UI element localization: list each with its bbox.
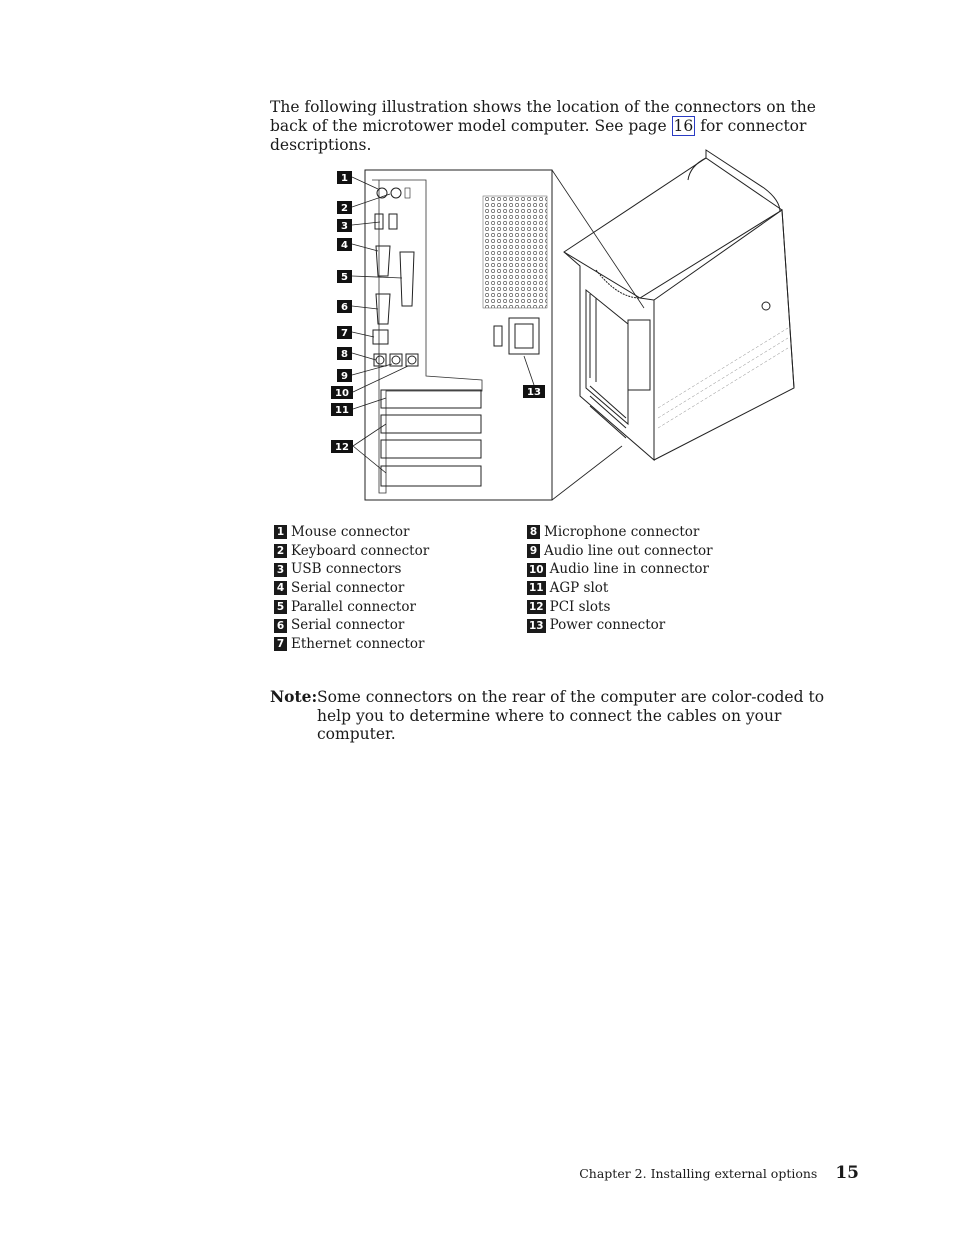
legend-label: Serial connector xyxy=(291,617,405,634)
note-text: Some connectors on the rear of the computer are color-coded to help you to determine where to connect the cables on your computer. xyxy=(317,688,825,743)
legend-item xyxy=(274,542,429,561)
svg-text:2: 2 xyxy=(341,203,348,214)
svg-text:8: 8 xyxy=(341,349,348,360)
legend-label: Audio line in connector xyxy=(549,561,709,578)
ethernet-port xyxy=(373,330,388,344)
legend-label: Parallel connector xyxy=(291,598,416,615)
callout-13 xyxy=(523,385,545,398)
usb-port-2 xyxy=(389,214,397,229)
svg-text:1: 1 xyxy=(341,173,348,184)
svg-text:4: 4 xyxy=(341,240,348,251)
note-block xyxy=(270,688,854,744)
legend-item xyxy=(274,560,429,579)
line-out-jack xyxy=(392,356,400,364)
legend-badge: 3 xyxy=(274,563,287,577)
microphone-jack xyxy=(376,356,384,364)
intro-text-before: The following illustration shows the location of the connectors on the back of the microtower model computer. See page xyxy=(270,98,816,135)
callout-11 xyxy=(331,403,353,416)
page-link[interactable]: 16 xyxy=(673,117,694,135)
svg-text:13: 13 xyxy=(527,387,541,398)
legend-item xyxy=(274,598,429,617)
callout-2 xyxy=(337,201,352,214)
rear-connectors-illustration xyxy=(328,148,808,508)
psu-vent xyxy=(483,196,547,308)
intro-paragraph xyxy=(270,98,854,155)
serial-port-2 xyxy=(376,294,390,324)
callout-5 xyxy=(337,270,352,283)
parallel-port xyxy=(400,252,414,306)
legend-badge: 2 xyxy=(274,544,287,558)
callout-4 xyxy=(337,238,352,251)
serial-port-1 xyxy=(376,246,390,276)
legend-item xyxy=(527,616,713,635)
callout-7 xyxy=(337,326,352,339)
chapter-title: Chapter 2. Installing external options xyxy=(579,1166,818,1181)
legend-badge: 12 xyxy=(529,601,544,614)
agp-slot xyxy=(381,390,481,408)
legend-badge: 8 xyxy=(527,525,540,539)
legend-item xyxy=(527,579,713,598)
legend-item xyxy=(274,635,429,654)
svg-text:5: 5 xyxy=(341,272,348,283)
legend-label: PCI slots xyxy=(549,598,611,615)
svg-text:11: 11 xyxy=(335,405,349,416)
legend-label: Ethernet connector xyxy=(291,636,425,653)
legend-badge: 4 xyxy=(274,581,287,595)
legend-label: Keyboard connector xyxy=(291,542,430,559)
legend-left-column xyxy=(274,523,429,654)
legend-badge: 5 xyxy=(274,600,287,614)
legend-label: Power connector xyxy=(549,617,666,634)
svg-text:6: 6 xyxy=(341,302,348,313)
note-label: Note: xyxy=(270,687,318,706)
svg-text:9: 9 xyxy=(341,371,348,382)
keyboard-port xyxy=(391,188,401,198)
svg-text:7: 7 xyxy=(341,328,348,339)
legend-badge: 9 xyxy=(527,544,540,558)
power-socket xyxy=(509,318,539,354)
legend-badge: 11 xyxy=(529,582,544,595)
page-footer xyxy=(579,1163,859,1183)
callout-8 xyxy=(337,347,352,360)
tower-drawing xyxy=(564,150,794,460)
callout-3 xyxy=(337,219,352,232)
page-number: 15 xyxy=(835,1163,859,1183)
legend-label: Mouse connector xyxy=(291,524,410,540)
legend-badge: 10 xyxy=(529,563,544,576)
callout-9 xyxy=(337,369,352,382)
svg-text:10: 10 xyxy=(335,388,349,399)
intro-text-after: for connector descriptions. xyxy=(270,117,807,154)
line-in-jack xyxy=(408,356,416,364)
legend-badge: 7 xyxy=(274,637,287,651)
power-switch xyxy=(494,326,502,346)
svg-text:12: 12 xyxy=(335,442,349,453)
legend-label: USB connectors xyxy=(291,561,402,578)
legend-badge: 6 xyxy=(274,619,287,633)
legend-badge: 1 xyxy=(274,525,287,539)
legend-item xyxy=(527,560,713,579)
callout-1 xyxy=(337,171,352,184)
callout-10 xyxy=(331,386,353,399)
legend-item xyxy=(527,598,713,617)
callout-6 xyxy=(337,300,352,313)
legend-item xyxy=(527,542,713,561)
callout-12 xyxy=(331,440,353,453)
legend-item xyxy=(274,579,429,598)
pci-slot-1 xyxy=(381,415,481,433)
legend-item xyxy=(274,616,429,635)
legend-item xyxy=(527,523,713,542)
legend-label: Microphone connector xyxy=(544,524,700,540)
legend-item xyxy=(274,523,429,542)
legend-label: Audio line out connector xyxy=(544,542,713,559)
legend-label: Serial connector xyxy=(291,580,405,597)
legend-right-column xyxy=(527,523,713,635)
pci-slot-3 xyxy=(381,466,481,486)
svg-text:3: 3 xyxy=(341,221,348,232)
legend-badge: 13 xyxy=(529,619,544,632)
legend-label: AGP slot xyxy=(549,580,609,597)
pci-slot-2 xyxy=(381,440,481,458)
